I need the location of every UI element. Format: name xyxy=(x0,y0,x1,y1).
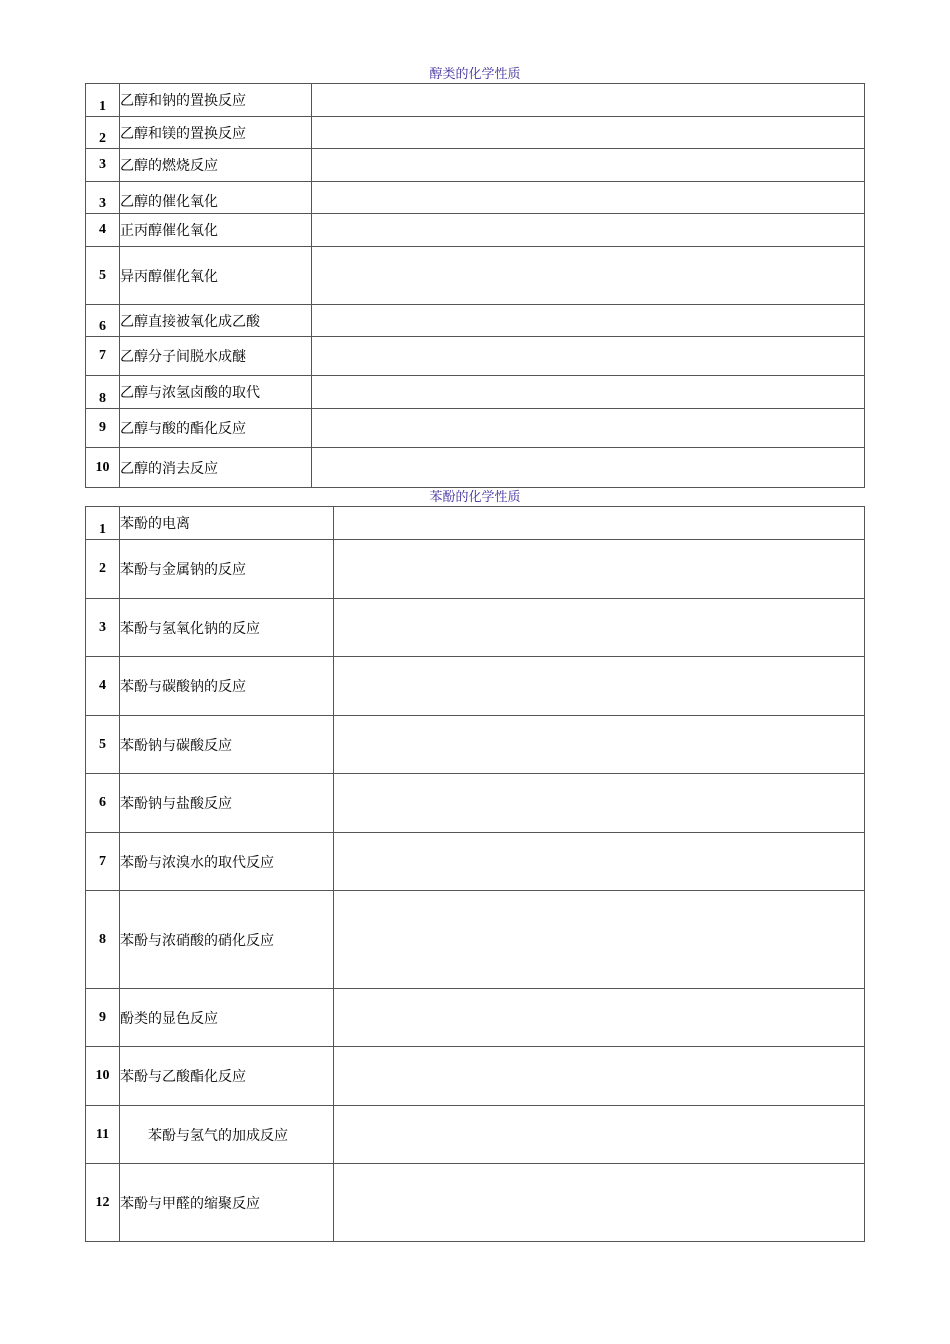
answer-cell[interactable] xyxy=(312,117,865,149)
answer-cell[interactable] xyxy=(312,448,865,488)
answer-cell[interactable] xyxy=(312,182,865,214)
reaction-name: 乙醇与酸的酯化反应 xyxy=(120,409,312,448)
answer-cell[interactable] xyxy=(312,305,865,337)
table-row xyxy=(86,774,865,833)
row-number: 5 xyxy=(86,247,120,305)
row-number: 6 xyxy=(86,305,120,337)
answer-cell[interactable] xyxy=(334,1047,865,1106)
answer-cell[interactable] xyxy=(334,540,865,599)
answer-cell[interactable] xyxy=(334,716,865,774)
reaction-name: 苯酚与乙酸酯化反应 xyxy=(120,1047,334,1106)
row-number: 8 xyxy=(86,376,120,409)
table-row xyxy=(86,657,865,716)
reaction-name: 乙醇和钠的置换反应 xyxy=(120,84,312,117)
row-number: 7 xyxy=(86,833,120,891)
table-row xyxy=(86,305,865,337)
table-row xyxy=(86,149,865,182)
reaction-name: 乙醇的催化氧化 xyxy=(120,182,312,214)
row-number: 12 xyxy=(86,1164,120,1242)
reaction-name: 苯酚与甲醛的缩聚反应 xyxy=(120,1164,334,1242)
row-number: 10 xyxy=(86,1047,120,1106)
reaction-name: 乙醇直接被氧化成乙酸 xyxy=(120,305,312,337)
reaction-name: 苯酚与浓溴水的取代反应 xyxy=(120,833,334,891)
table-row xyxy=(86,1047,865,1106)
table-row xyxy=(86,599,865,657)
row-number: 9 xyxy=(86,409,120,448)
answer-cell[interactable] xyxy=(334,891,865,989)
reaction-name: 苯酚钠与盐酸反应 xyxy=(120,774,334,833)
reaction-name: 乙醇与浓氢卤酸的取代 xyxy=(120,376,312,409)
table-row xyxy=(86,448,865,488)
reaction-name: 苯酚与氢氧化钠的反应 xyxy=(120,599,334,657)
answer-cell[interactable] xyxy=(312,409,865,448)
row-number: 3 xyxy=(86,182,120,214)
table-row xyxy=(86,409,865,448)
reaction-name: 苯酚的电离 xyxy=(120,507,334,540)
row-number: 2 xyxy=(86,540,120,599)
answer-cell[interactable] xyxy=(334,833,865,891)
alcohol-section-title: 醇类的化学性质 xyxy=(429,67,521,82)
phenol-section-title: 苯酚的化学性质 xyxy=(429,490,521,505)
row-number: 9 xyxy=(86,989,120,1047)
table-row xyxy=(86,540,865,599)
row-number: 10 xyxy=(86,448,120,488)
row-number: 6 xyxy=(86,774,120,833)
row-number: 1 xyxy=(86,84,120,117)
reaction-name: 乙醇分子间脱水成醚 xyxy=(120,337,312,376)
reaction-name: 乙醇的消去反应 xyxy=(120,448,312,488)
reaction-name: 苯酚与金属钠的反应 xyxy=(120,540,334,599)
table-row xyxy=(86,989,865,1047)
answer-cell[interactable] xyxy=(312,214,865,247)
table-row xyxy=(86,337,865,376)
row-number: 3 xyxy=(86,599,120,657)
table-row xyxy=(86,716,865,774)
answer-cell[interactable] xyxy=(312,247,865,305)
table-row xyxy=(86,182,865,214)
answer-cell[interactable] xyxy=(334,507,865,540)
answer-cell[interactable] xyxy=(334,599,865,657)
table-row xyxy=(86,507,865,540)
reaction-name: 苯酚与氢气的加成反应 xyxy=(120,1106,334,1164)
answer-cell[interactable] xyxy=(334,989,865,1047)
row-number: 4 xyxy=(86,214,120,247)
reaction-name: 乙醇的燃烧反应 xyxy=(120,149,312,182)
alcohol-reactions-table xyxy=(85,83,865,488)
answer-cell[interactable] xyxy=(312,149,865,182)
row-number: 3 xyxy=(86,149,120,182)
answer-cell[interactable] xyxy=(334,657,865,716)
row-number: 7 xyxy=(86,337,120,376)
table-row xyxy=(86,376,865,409)
table-row xyxy=(86,214,865,247)
row-number: 5 xyxy=(86,716,120,774)
reaction-name: 酚类的显色反应 xyxy=(120,989,334,1047)
reaction-name: 正丙醇催化氧化 xyxy=(120,214,312,247)
row-number: 1 xyxy=(86,507,120,540)
row-number: 8 xyxy=(86,891,120,989)
answer-cell[interactable] xyxy=(312,84,865,117)
table-row xyxy=(86,1164,865,1242)
reaction-name: 乙醇和镁的置换反应 xyxy=(120,117,312,149)
answer-cell[interactable] xyxy=(334,774,865,833)
reaction-name: 苯酚与碳酸钠的反应 xyxy=(120,657,334,716)
answer-cell[interactable] xyxy=(334,1106,865,1164)
table-row xyxy=(86,1106,865,1164)
table-row xyxy=(86,833,865,891)
reaction-name: 苯酚与浓硝酸的硝化反应 xyxy=(120,891,334,989)
row-number: 2 xyxy=(86,117,120,149)
table-row xyxy=(86,84,865,117)
answer-cell[interactable] xyxy=(334,1164,865,1242)
table-row xyxy=(86,117,865,149)
table-row xyxy=(86,891,865,989)
answer-cell[interactable] xyxy=(312,376,865,409)
table-row xyxy=(86,247,865,305)
phenol-reactions-table xyxy=(85,506,865,1242)
reaction-name: 苯酚钠与碳酸反应 xyxy=(120,716,334,774)
reaction-name: 异丙醇催化氧化 xyxy=(120,247,312,305)
row-number: 11 xyxy=(86,1106,120,1164)
row-number: 4 xyxy=(86,657,120,716)
answer-cell[interactable] xyxy=(312,337,865,376)
